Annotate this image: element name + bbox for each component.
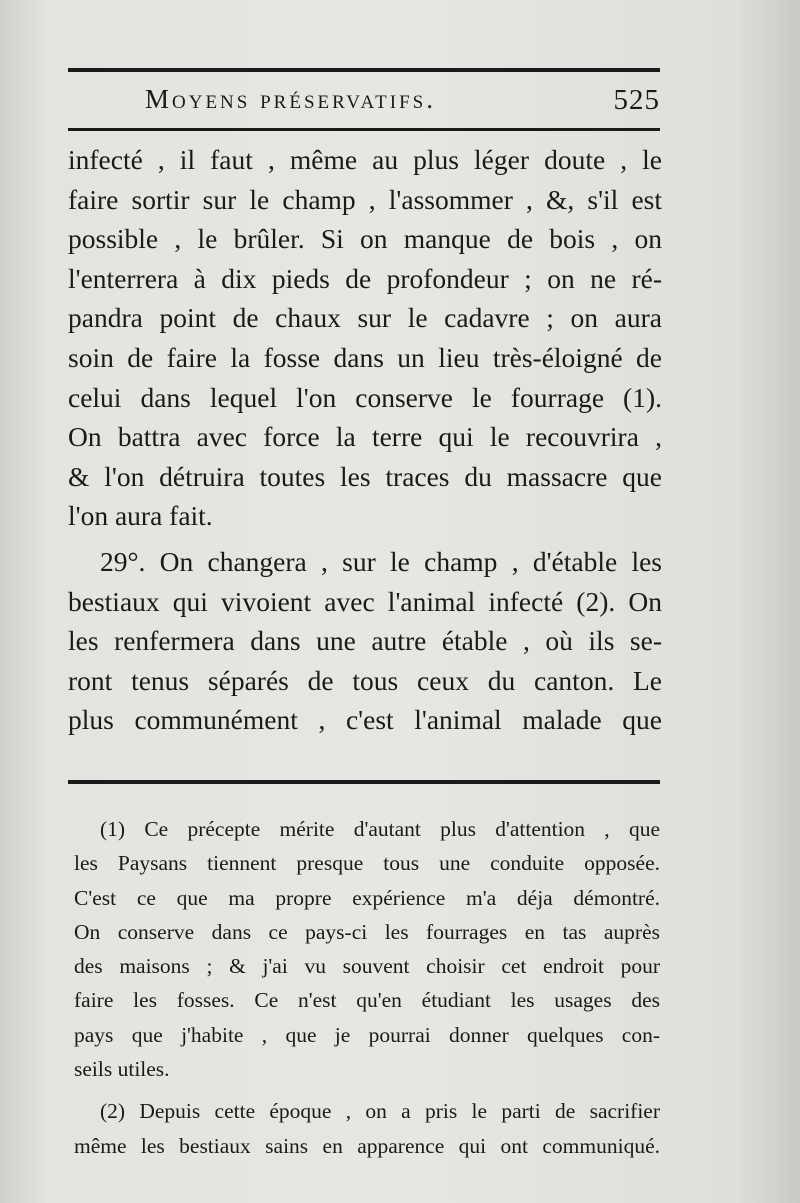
text-line: pandra point de chaux sur le cadavre ; on aura (68, 302, 662, 334)
text-line: 29°. On changera , sur le champ , d'étable les (100, 545, 662, 577)
footnote-rule (68, 780, 660, 784)
footnote-gap (74, 1086, 660, 1094)
running-title: Moyens préservatifs. (145, 84, 436, 114)
footnote-line: On conserve dans ce pays-ci les fourrages en tas auprès (74, 919, 660, 944)
text-line: On battra avec force la terre qui le recouvrira , (68, 421, 662, 453)
footnote-line: pays que j'habite , que je pourrai donner quelques con- (74, 1022, 660, 1047)
page-number: 525 (613, 84, 660, 116)
footnote-line: seils utiles. (74, 1057, 170, 1082)
page-header (145, 80, 660, 124)
text-line: celui dans lequel l'on conserve le fourrage (1). (68, 381, 662, 413)
text-line: bestiaux qui vivoient avec l'animal infecté (2). On (68, 585, 662, 617)
text-line: possible , le brûler. Si on manque de bois , on (68, 223, 662, 255)
text-line: faire sortir sur le champ , l'assommer , &, s'il est (68, 183, 662, 215)
top-rule (68, 68, 660, 72)
text-line: soin de faire la fosse dans un lieu très-éloigné de (68, 341, 662, 373)
footnote-line: C'est ce que ma propre expérience m'a déja démontré. (74, 885, 660, 910)
text-line: & l'on détruira toutes les traces du massacre que (68, 460, 662, 492)
text-line: l'on aura fait. (68, 500, 213, 532)
text-line: plus communément , c'est l'animal malade que (68, 704, 662, 736)
text-line: les renfermera dans une autre étable , où ils se- (68, 625, 662, 657)
footnote-line: faire les fosses. Ce n'est qu'en étudiant les usages des (74, 988, 660, 1013)
footnote-line: même les bestiaux sains en apparence qui ont communiqué. (74, 1133, 660, 1158)
text-line: infecté , il faut , même au plus léger doute , le (68, 144, 662, 175)
main-text (68, 140, 662, 740)
text-line: l'enterrera à dix pieds de profondeur ; on ne ré- (68, 262, 662, 294)
footnote-line: les Paysans tiennent presque tous une conduite opposée. (74, 851, 660, 876)
footnotes (74, 812, 660, 1163)
header-rule (68, 128, 660, 131)
footnote-line: (2) Depuis cette époque , on a pris le parti de sacrifier (100, 1099, 660, 1124)
footnote-line: (1) Ce précepte mérite d'autant plus d'attention , que (100, 817, 660, 841)
footnote-line: des maisons ; & j'ai vu souvent choisir cet endroit pour (74, 954, 660, 979)
text-line: ront tenus séparés de tous ceux du canton. Le (68, 664, 662, 696)
